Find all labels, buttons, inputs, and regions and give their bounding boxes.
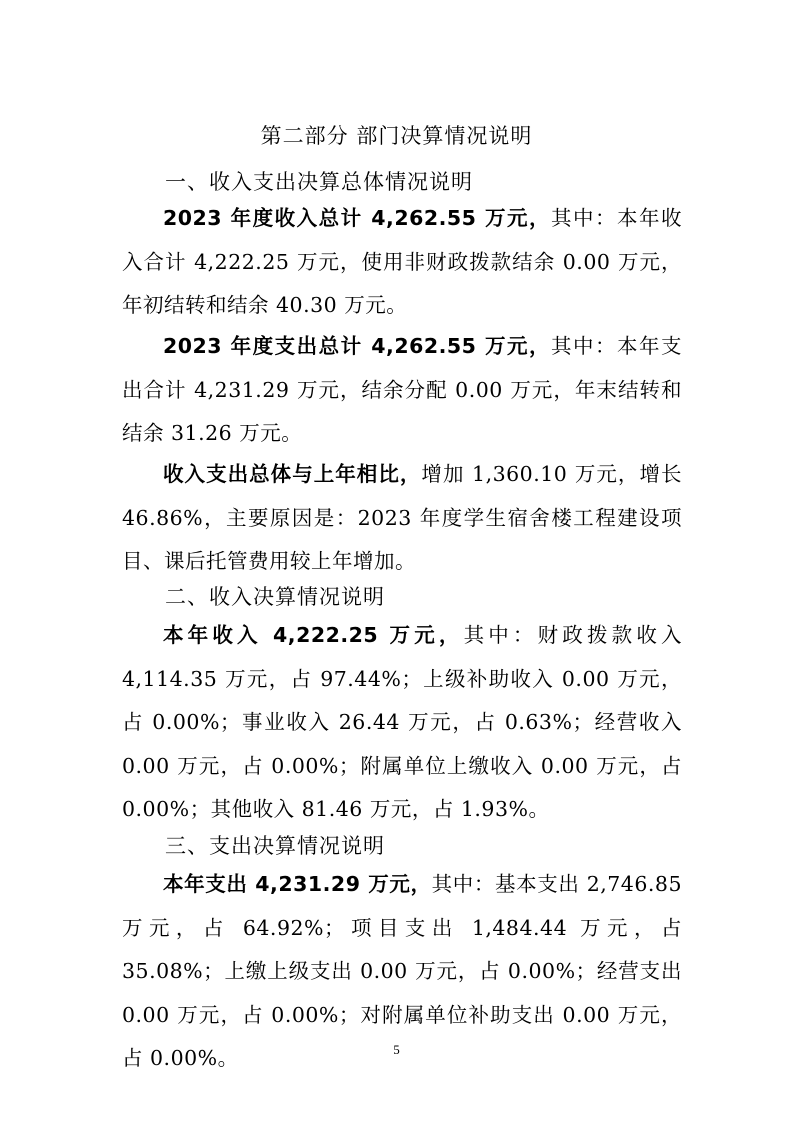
paragraph-body: 其中：本年支出合计 4,231.29 万元，结余分配 0.00 万元，年末结转和结余 31.26 万元。 (122, 334, 683, 445)
paragraph-total-income (122, 197, 682, 328)
paragraph-lead: 收入支出总体与上年相比， (163, 462, 422, 486)
paragraph-income-detail (122, 614, 682, 832)
section-heading-expenditure: 三、支出决算情况说明 (165, 834, 385, 858)
paragraph-body: 其中：财政拨款收入 4,114.35 万元，占 97.44%；上级补助收入 0.00 万元，占 0.00%；事业收入 26.44 万元，占 0.63%；经营收入 0.00 万元，占 0.00%；附属单位上缴收入 0.00 万元，占 0.00%；其他收入 81.46 万元，占 1.93%。 (122, 623, 683, 821)
paragraph-body: 其中：本年收入合计 4,222.25 万元，使用非财政拨款结余 0.00 万元，年初结转和结余 40.30 万元。 (122, 206, 683, 317)
paragraph-lead: 本年收入 4,222.25 万元， (163, 623, 464, 647)
paragraph-year-comparison (122, 453, 682, 584)
paragraph-lead: 2023 年度收入总计 4,262.55 万元， (163, 206, 552, 230)
paragraph-body: 其中：基本支出 2,746.85 万元，占 64.92%；项目支出 1,484.44 万元，占 35.08%；上缴上级支出 0.00 万元，占 0.00%；经营支出 0.00 万元，占 0.00%；对附属单位补助支出 0.00 万元，占 0.00%。 (122, 872, 682, 1070)
paragraph-lead: 2023 年度支出总计 4,262.55 万元， (163, 334, 552, 358)
section-heading-overall: 一、收入支出决算总体情况说明 (165, 170, 473, 194)
paragraph-body: 增加 1,360.10 万元，增长 46.86%，主要原因是：2023 年度学生宿舍楼工程建设项目、课后托管费用较上年增加。 (122, 462, 682, 573)
page-number: 5 (393, 1042, 400, 1057)
page-title: 第二部分 部门决算情况说明 (260, 124, 533, 148)
section-heading-income: 二、收入决算情况说明 (165, 585, 385, 609)
paragraph-lead: 本年支出 4,231.29 万元， (163, 872, 432, 896)
paragraph-total-expenditure (122, 325, 682, 456)
